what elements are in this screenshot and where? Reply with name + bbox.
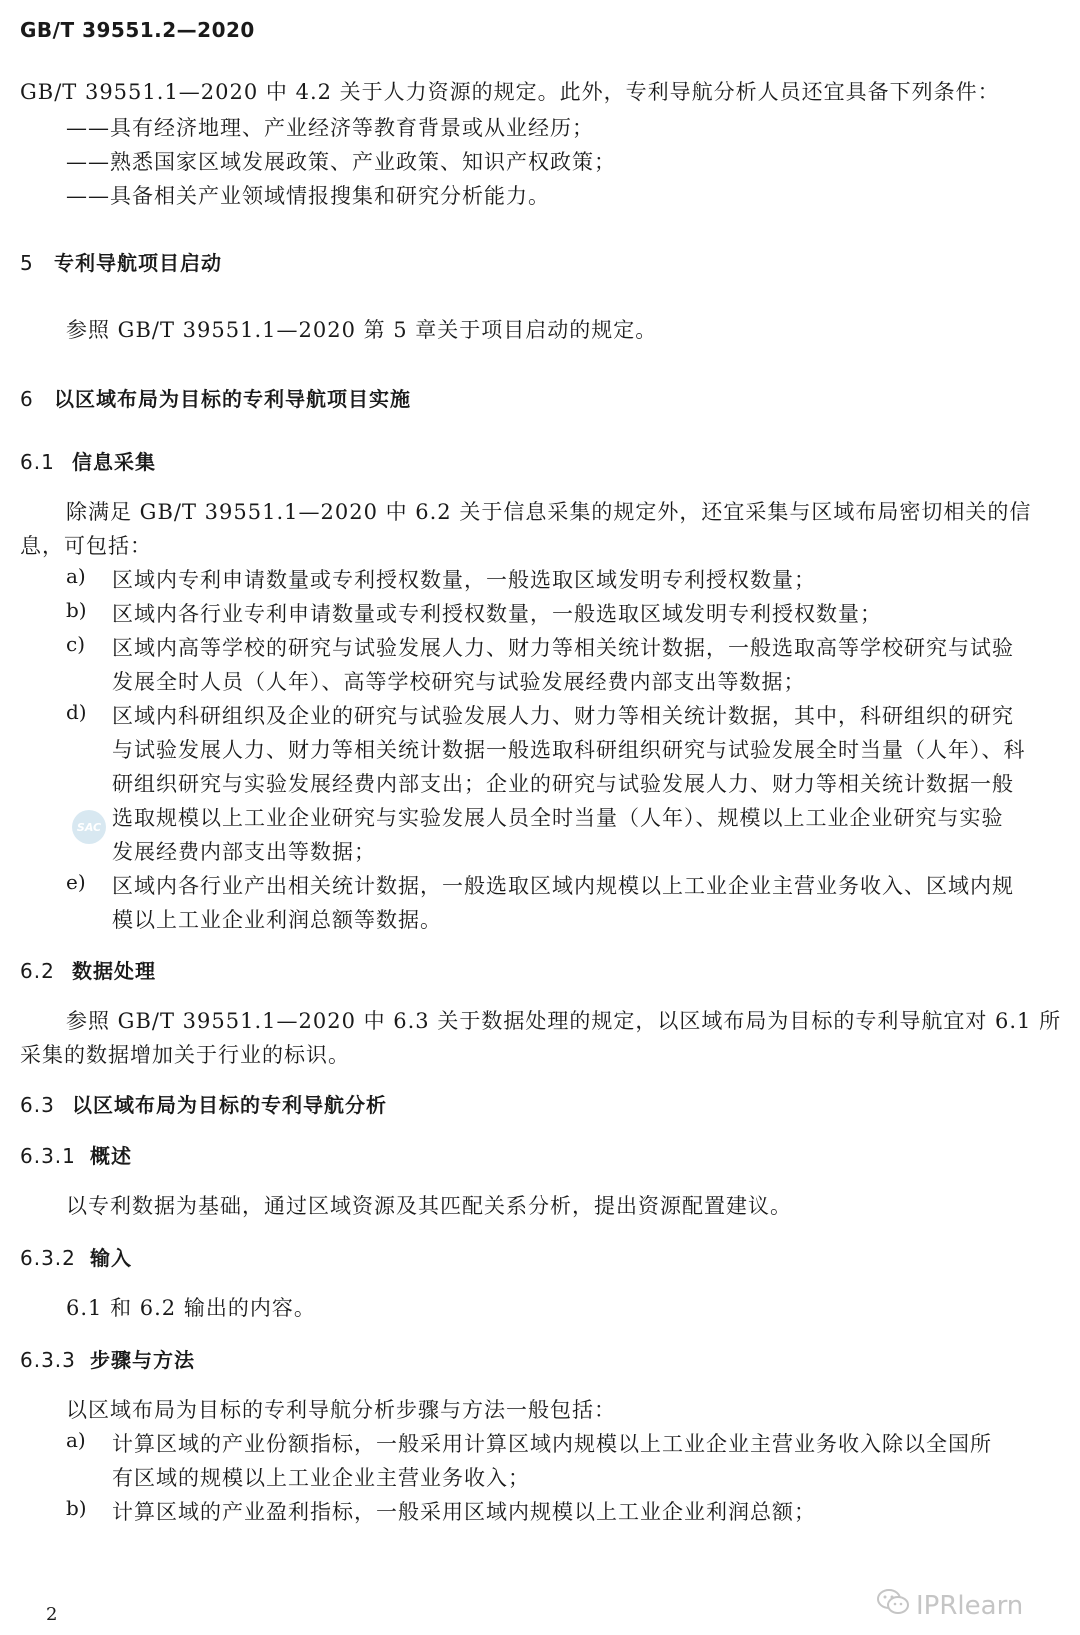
list-item: 发展经费内部支出等数据； — [112, 840, 376, 864]
section-number: 6.3.2 — [20, 1246, 76, 1270]
section-heading-6-3-2 — [20, 1242, 132, 1271]
paragraph: 息，可包括： — [20, 534, 152, 558]
page-number: 2 — [46, 1604, 58, 1625]
section-title: 信息采集 — [72, 450, 156, 474]
list-item: 模以上工业企业利润总额等数据。 — [112, 908, 442, 932]
list-item: 计算区域的产业盈利指标，一般采用区域内规模以上工业企业利润总额； — [112, 1500, 816, 1524]
list-item: 区域内高等学校的研究与试验发展人力、财力等相关统计数据，一般选取高等学校研究与试验 — [112, 636, 1014, 660]
list-item: 选取规模以上工业企业研究与实验发展人员全时当量（人年）、规模以上工业企业研究与实验 — [112, 806, 1004, 830]
paragraph: 以区域布局为目标的专利导航分析步骤与方法一般包括： — [66, 1398, 616, 1422]
list-item: 计算区域的产业份额指标，一般采用计算区域内规模以上工业企业主营业务收入除以全国所 — [112, 1432, 992, 1456]
section-heading-6-3-1 — [20, 1140, 132, 1169]
section-heading-5 — [20, 247, 222, 276]
dash-item: ——熟悉国家区域发展政策、产业政策、知识产权政策； — [66, 150, 616, 174]
list-item: 区域内科研组织及企业的研究与试验发展人力、财力等相关统计数据，其中，科研组织的研究 — [112, 704, 1014, 728]
paragraph: 6.1 和 6.2 输出的内容。 — [66, 1296, 316, 1320]
section-number: 6.3.1 — [20, 1144, 76, 1168]
section-heading-6-3-3 — [20, 1344, 195, 1373]
list-item-label: a) — [66, 1428, 86, 1452]
list-item: 区域内各行业专利申请数量或专利授权数量，一般选取区域发明专利授权数量； — [112, 602, 882, 626]
list-item: 区域内专利申请数量或专利授权数量，一般选取区域发明专利授权数量； — [112, 568, 816, 592]
list-item-label: b) — [66, 598, 87, 622]
dash-item: ——具有经济地理、产业经济等教育背景或从业经历； — [66, 116, 594, 140]
wechat-icon — [876, 1588, 910, 1623]
paragraph: 参照 GB/T 39551.1—2020 第 5 章关于项目启动的规定。 — [66, 318, 658, 342]
paragraph: 除满足 GB/T 39551.1—2020 中 6.2 关于信息采集的规定外，还宜采集与区域布局密切相关的信 — [66, 500, 1032, 524]
dash-item: ——具备相关产业领域情报搜集和研究分析能力。 — [66, 184, 550, 208]
sac-stamp: SAC — [72, 810, 106, 844]
intro-line: GB/T 39551.1—2020 中 4.2 关于人力资源的规定。此外，专利导航分析人员还宜具备下列条件： — [20, 80, 1000, 104]
paragraph: 采集的数据增加关于行业的标识。 — [20, 1043, 350, 1067]
section-title: 以区域布局为目标的专利导航分析 — [72, 1093, 387, 1117]
section-number: 5 — [20, 251, 34, 275]
section-title: 输入 — [90, 1246, 132, 1270]
section-number: 6.3 — [20, 1093, 55, 1117]
list-item-label: a) — [66, 564, 86, 588]
list-item: 研组织研究与实验发展经费内部支出；企业的研究与试验发展人力、财力等相关统计数据一般 — [112, 772, 1014, 796]
section-number: 6.2 — [20, 959, 55, 983]
section-heading-6-2 — [20, 955, 156, 984]
section-title: 以区域布局为目标的专利导航项目实施 — [54, 387, 411, 411]
section-title: 步骤与方法 — [90, 1348, 195, 1372]
section-heading-6-1 — [20, 446, 156, 475]
paragraph: 参照 GB/T 39551.1—2020 中 6.3 关于数据处理的规定，以区域布局为目标的专利导航宜对 6.1 所 — [66, 1009, 1062, 1033]
section-title: 概述 — [90, 1144, 132, 1168]
section-number: 6.3.3 — [20, 1348, 76, 1372]
section-title: 专利导航项目启动 — [54, 251, 222, 275]
watermark — [876, 1588, 1023, 1623]
section-heading-6-3 — [20, 1089, 387, 1118]
list-item-label: c) — [66, 632, 86, 656]
section-number: 6 — [20, 387, 34, 411]
standard-code: GB/T 39551.2—2020 — [20, 18, 255, 42]
list-item: 有区域的规模以上工业企业主营业务收入； — [112, 1466, 530, 1490]
paragraph: 以专利数据为基础，通过区域资源及其匹配关系分析，提出资源配置建议。 — [66, 1194, 792, 1218]
section-title: 数据处理 — [72, 959, 156, 983]
list-item-label: d) — [66, 700, 87, 724]
watermark-text: IPRlearn — [916, 1590, 1024, 1621]
list-item: 与试验发展人力、财力等相关统计数据一般选取科研组织研究与试验发展全时当量（人年）、科 — [112, 738, 1026, 762]
list-item: 区域内各行业产出相关统计数据，一般选取区域内规模以上工业企业主营业务收入、区域内规 — [112, 874, 1014, 898]
list-item-label: b) — [66, 1496, 87, 1520]
section-number: 6.1 — [20, 450, 55, 474]
list-item-label: e) — [66, 870, 86, 894]
list-item: 发展全时人员（人年）、高等学校研究与试验发展经费内部支出等数据； — [112, 670, 806, 694]
section-heading-6 — [20, 383, 411, 412]
